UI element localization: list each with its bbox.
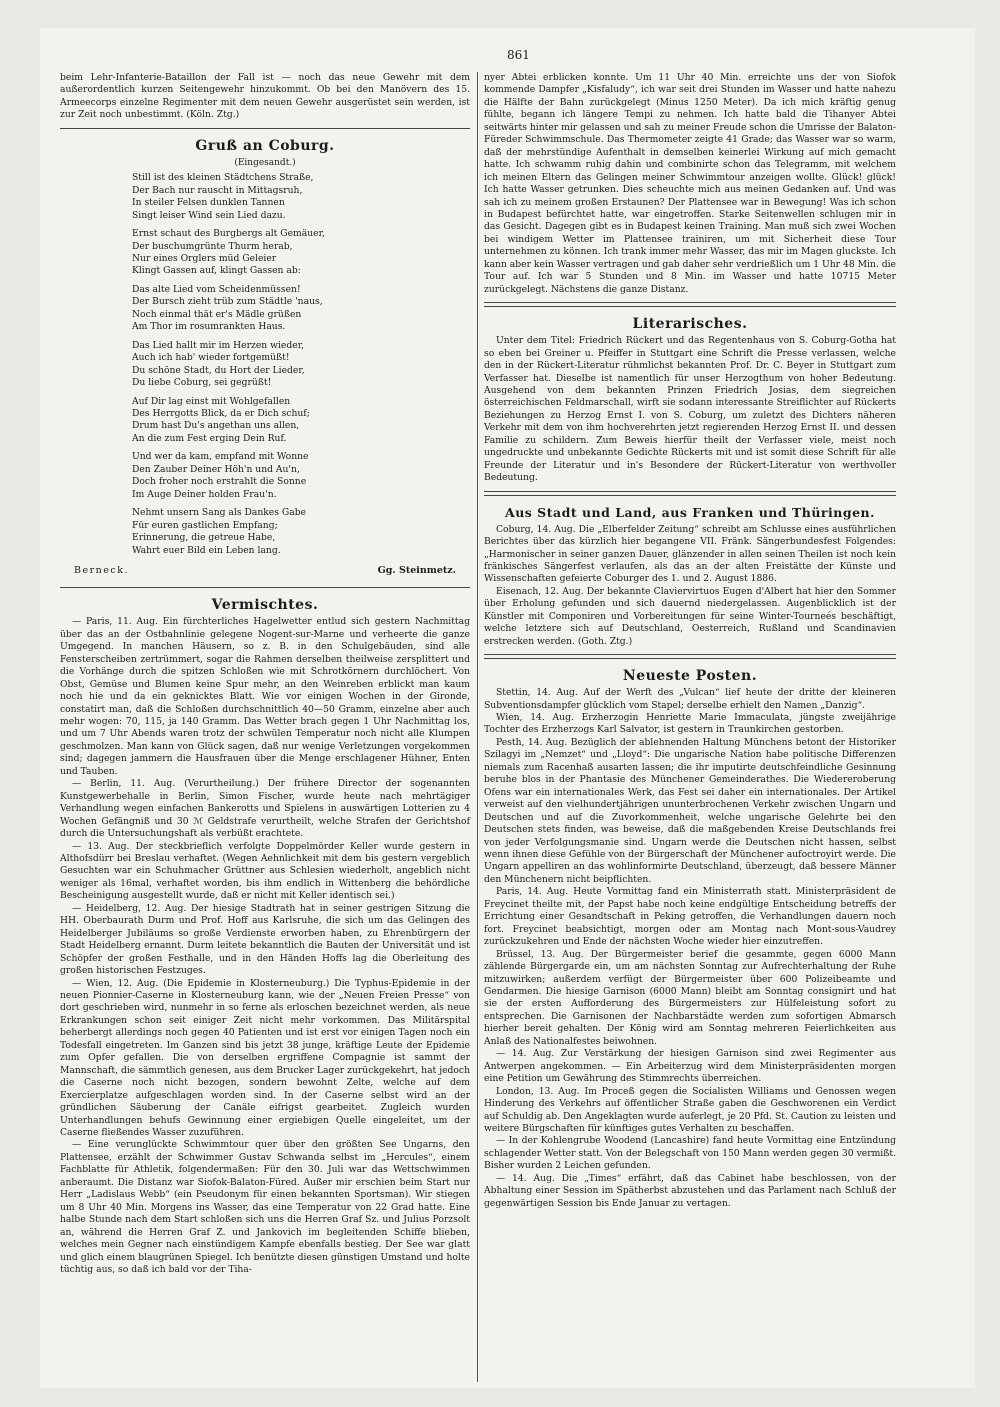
poem-line: Auch ich hab' wieder fortgemüßt! — [132, 352, 290, 364]
poem-line: Nur eines Orglers müd Geleier — [132, 252, 277, 264]
article: — 14. Aug. Zur Verstärkung der hiesigen Garnison sind zwei Regimenter aus Antwerpen angekommen. — Ein Arbeiterzug wird dem Ministerpräsidenten morgen eine Petition um Gewährung des Stimmrechts überreichen. — [484, 1048, 896, 1085]
section-title-literature: Literarisches. — [632, 316, 748, 333]
poem-line: Nehmt unsern Sang als Dankes Gabe — [132, 507, 307, 519]
article: Stettin, 14. Aug. Auf der Werft des „Vulcan“ lief heute der dritte der kleineren Subventionsdampfer glücklich vom Stapel; derselbe erhielt den Namen „Danzig“. — [484, 687, 896, 711]
poem-line: Des Herrgotts Blick, da er Dich schuf; — [132, 407, 310, 419]
poem-line: Das Lied hallt mir im Herzen wieder, — [132, 339, 304, 351]
divider — [484, 302, 896, 307]
newspaper-page — [40, 28, 975, 1388]
article: Eisenach, 12. Aug. Der bekannte Claviervirtuos Eugen d'Albert hat hier den Sommer über Erholung gefunden und sich dauernd niedergelassen. Augenblicklich ist der Künstler mit Componiren und Vorbereitungen für seine Winter-Tourneés beschäftigt, welche letztere sich auf Deutschland, Oesterreich, Rußland und Scandinavien erstrecken werden. (Goth. Ztg.) — [484, 585, 896, 647]
article: — 14. Aug. Die „Times“ erfährt, daß das Cabinet habe beschlossen, von der Abhaltung einer Session im Spätherbst abzustehen und das Parlament nach Schluß der gegenwärtigen Session bis Ende Januar zu vertagen. — [484, 1172, 896, 1209]
poem — [60, 172, 470, 557]
signature-name: Gg. Steinmetz. — [377, 564, 456, 576]
article: — Berlin, 11. Aug. (Verurtheilung.) Der frühere Director der sogenannten Kunstgewerbehalle in Berlin, Simon Fischer, wurde heute nach mehrtägiger Verhandlung wegen einfachen Bankerotts und Spielens in auswärtigen Lotterien zu 4 Wochen Gefängniß und 30 ℳ Geldstrafe verurtheilt, welche Strafen der Gerichtshof durch die Untersuchungshaft als verbüßt erachtete. — [60, 778, 470, 840]
poem-line: Noch einmal thät er's Mädle grüßen — [132, 308, 302, 320]
poem-line: Auf Dir lag einst mit Wohlgefallen — [132, 395, 291, 407]
poem-line: In steiler Felsen dunklen Tannen — [132, 197, 285, 209]
poem-line: Der Bursch zieht trüb zum Städtle 'naus, — [132, 296, 323, 308]
article: Wien, 14. Aug. Erzherzogin Henriette Marie Immaculata, jüngste zweijährige Tochter des Erzherzogs Karl Salvator, ist gestern in Traunkirchen gestorben. — [484, 712, 896, 736]
article-continuation: nyer Abtei erblicken konnte. Um 11 Uhr 40 Min. erreichte uns der von Siofok kommende Dampfer „Kisfaludy“, ich war seit drei Stunden im Wasser und hatte nahezu die Hälfte der Bahn zurückgelegt (Minus 1250 Meter). Da ich mich kräftig genug fühlte, begann ich längere Tempi zu nehmen. Ich hatte bald die Tihanyer Abtei seitwärts hinter mir gelassen und sah zu meiner Freude schon die Umrisse der Balaton-Füreder Schwimmschule. Das Thermometer zeigte 41 Grade; das Wasser war so warm, daß der mehrstündige Aufenthalt in demselben keinerlei Wirkung auf mich gemacht hatte. Ich schwamm ruhig dahin und combinirte schon das Telegramm, mit welchem ich meinen Eltern das Gelingen meiner Schwimmtour anzeigen wollte. Glück! glück! Ich hatte Wasser getrunken. Dies scheuchte mich aus meinen Gedanken auf. Und was sah ich zu meinem großen Erstaunen? Der Plattensee war in Bewegung! Was ich schon in Budapest befürchtet hatte, war eingetroffen. Starke Seitenwellen schlugen mir in das Gesicht. Dagegen gibt es in Budapest keinen Training. Man muß sich zwei Wochen bei windigem Wetter im Plattensee trainiren, um mit Sicherheit diese Tour unternehmen zu können. Ich trank immer mehr Wasser, das mir im Magen gluckste. Ich kann aber kein Wasser vertragen und gab daher sehr verdrießlich um 1 Uhr 48 Min. die Tour auf. Ich war 5 Stunden und 8 Min. im Wasser und hatte 10715 Meter zurückgelegt. Nächstens die ganze Distanz. — [484, 72, 896, 295]
poem-line: Drum hast Du's angethan uns allen, — [132, 420, 300, 432]
poem-line: Du schöne Stadt, du Hort der Lieder, — [132, 364, 305, 376]
poem-line: An die zum Fest erging Dein Ruf. — [132, 432, 287, 444]
poem-stanza — [132, 507, 470, 557]
section-title-local: Aus Stadt und Land, aus Franken und Thüringen. — [505, 504, 875, 520]
article: London, 13. Aug. Im Proceß gegen die Socialisten Williams und Genossen wegen Hinderung des Verkehrs auf öffentlicher Straße gaben die Geschworenen ein Verdict auf Schuldig ab. Den Angeklagten wurde auferlegt, je 20 Pfd. St. Caution zu leisten und weitere Bürgschaften für künftiges gutes Verhalten zu beschaffen. — [484, 1085, 896, 1134]
poem-line: Doch froher noch erstrahlt die Sonne — [132, 476, 307, 488]
poem-stanza — [132, 396, 470, 446]
article: — 13. Aug. Der steckbrieflich verfolgte Doppelmörder Keller wurde gestern in Althofsdürr bei Breslau verhaftet. (Wegen Aehnlichkeit mit dem bis gestern vergeblich Gesuchten war ein Schuhmacher Grüttner aus Schlesien wiederholt, angeblich nicht weniger als 16mal, verhaftet worden, bis ihm endlich in Wittenberg die behördliche Bescheinigung ausgestellt wurde, daß er nicht mit Keller identisch sei.) — [60, 840, 470, 902]
poem-line: Klingt Gassen auf, klingt Gassen ab: — [132, 265, 301, 277]
signature-place: Berneck. — [74, 564, 129, 576]
poem-line: Für euren gastlichen Empfang; — [132, 519, 278, 531]
poem-stanza — [132, 284, 470, 334]
article: Brüssel, 13. Aug. Der Bürgermeister berief die gesammte, gegen 6000 Mann zählende Bürgergarde ein, um am nächsten Sonntag zur Aufrechterhaltung der Ruhe mitzuwirken; außerdem verfügt der Bürgermeister über 600 Polizeibeamte und Gendarmen. Die hiesige Garnison (6000 Mann) bleibt am Sonntag consignirt und hat sie der ersten Aufforderung des Bürgermeisters zur Hülfeleistung sofort zu entsprechen. Die Garnisonen der Nachbarstädte werden zum sofortigen Abmarsch hierher bereit gehalten. Der König wird am Sonntag mehreren Feierlichkeiten aus Anlaß des Nationalfestes beiwohnen. — [484, 948, 896, 1047]
section-title-news: Neueste Posten. — [622, 668, 758, 685]
article: — Eine verunglückte Schwimmtour quer über den größten See Ungarns, den Plattensee, erzählt der Schwimmer Gustav Schwanda selbst im „Hercules“, einem Fachblatte für Athletik, folgendermaßen: Für den 30. Juli war das Wettschwimmen anberaumt. Die Distanz war Siofok-Balaton-Füred. Außer mir erschien beim Start nur Herr „Ladislaus Webb“ (ein Pseudonym für einen bekannten Sportsman). Wir stiegen um 8 Uhr 40 Min. Morgens ins Wasser, das eine Temperatur von 22 Grad hatte. Eine halbe Stunde nach dem Start schloßen sich uns die Herren Graf Sz. und Julius Porzsolt an, während die Herren Graf Z. und Jankovich im begleitenden Schiffe blieben, welches mein Gegner nach einstündigem Kampfe ebenfalls bestieg. Der See war glatt und glich einem blaugrünen Spiegel. Ich benützte diesen günstigen Umstand und holte tüchtig aus, so daß ich bald vor der Tiha- — [60, 1139, 470, 1275]
section-title-misc: Vermischtes. — [211, 597, 319, 614]
poem-line: Du liebe Coburg, sei gegrüßt! — [132, 377, 272, 389]
divider — [60, 128, 470, 129]
poem-line: Der Bach nur rauscht in Mittagsruh, — [132, 184, 303, 196]
poem-line: Im Auge Deiner holden Frau'n. — [132, 488, 277, 500]
poem-line: Den Zauber Deiner Höh'n und Au'n, — [132, 463, 300, 475]
article-continuation: beim Lehr-Infanterie-Bataillon der Fall ist — noch das neue Gewehr mit dem außerordentlich kurzen Seitengewehr hinzukommt. Ob bei den Manövern des 15. Armeecorps einzelne Regimenter mit dem neuen Gewehr ausgerüstet sein werden, ist zur Zeit noch unbestimmt. (Köln. Ztg.) — [60, 72, 470, 121]
poem-line: Das alte Lied vom Scheidenmüssen! — [132, 283, 301, 295]
article: Paris, 14. Aug. Heute Vormittag fand ein Ministerrath statt. Ministerpräsident de Freycinet theilte mit, der Papst habe noch keine endgültige Entscheidung betreffs der Errichtung einer Gesandtschaft in Peking getroffen, die Verhandlungen dauern noch fort. Freycinet beabsichtigt, morgen oder am Montag nach Mont-sous-Vaudrey zurückzukehren und Ende der nächsten Woche wieder hier einzutreffen. — [484, 886, 896, 948]
article: Pesth, 14. Aug. Bezüglich der ablehnenden Haltung Münchens betont der Historiker Szilagyi im „Nemzet“ und „Lloyd“: Die ungarische Nation habe politische Differenzen niemals zum Racenhaß ausarten lassen; die ihr imputirte deutschfeindliche Gesinnung beruhe blos in der Phantasie des Münchener Gemeinderathes. Die Wiedereroberung Ofens war ein internationales Werk, das Fest sei daher ein internationales. Der Artikel verweist auf den vielhundertjährigen ununterbrochenen Verkehr zwischen Ungarn und Deutschen und auf die Zuvorkommenheit, welche ungarische Gelehrte bei den Deutschen stets finden, was beweise, daß die maßgebenden Kreise Deutschlands frei von jeder Verfolgungsmanie sind. Ungarn werde die Deutschen nicht hassen, selbst wenn ihnen diese Gefühle von der Bürgerschaft der Münchener aufoctroyirt werde. Die Ungarn appelliren an das wohlinformirte Deutschland, überzeugt, daß bessere Männer den Münchenern nicht beipflichten. — [484, 736, 896, 885]
poem-line: Am Thor im rosumrankten Haus. — [132, 321, 286, 333]
page-number: 861 — [507, 48, 530, 62]
divider — [484, 654, 896, 659]
poem-subtitle: (Eingesandt.) — [234, 157, 296, 168]
article: Coburg, 14. Aug. Die „Elberfelder Zeitung“ schreibt am Schlusse eines ausführlichen Berichtes über das kürzlich hier begangene VII. Fränk. Sängerbundesfest Folgendes: „Harmonischer in seiner ganzen Dauer, glänzender in allen seinen Theilen ist noch kein fränkisches Sängerfest verlaufen, als das an der alten Freistätte der Künste und Wissenschaften gefeierte Coburger des 1. und 2. August 1886. — [484, 523, 896, 585]
poem-line: Ernst schaut des Burgbergs alt Gemäuer, — [132, 228, 325, 240]
poem-line: Und wer da kam, empfand mit Wonne — [132, 451, 309, 463]
poem-stanza — [132, 172, 470, 222]
poem-line: Singt leiser Wind sein Lied dazu. — [132, 209, 286, 221]
column-rule — [477, 72, 478, 1382]
divider — [484, 491, 896, 496]
poem-signature — [60, 563, 470, 581]
article: — Heidelberg, 12. Aug. Der hiesige Stadtrath hat in seiner gestrigen Sitzung die HH. Oberbaurath Durm und Prof. Hoff aus Karlsruhe, die sich um das Gelingen des Heidelberger Jubiläums so große Verdienste erworben haben, zu Ehrenbürgern der Stadt Heidelberg ernannt. Durm leitete bekanntlich die Bauten der Universität und ist Schöpfer der großen Festhalle, und in den Händen Hoffs lag die Oberleitung des großen historischen Festzuges. — [60, 902, 470, 977]
divider — [60, 587, 470, 588]
poem-line: Der buschumgrünte Thurm herab, — [132, 240, 293, 252]
article: Unter dem Titel: Friedrich Rückert und das Regentenhaus von S. Coburg-Gotha hat so eben bei Greiner u. Pfeiffer in Stuttgart eine Schrift die Presse verlassen, welche den in der Rückert-Literatur rühmlichst bekannten Prof. Dr. C. Beyer in Stuttgart zum Verfasser hat. Dieselbe ist namentlich für unser Herzogthum von hoher Bedeutung. Ausgehend von dem bekannten Prinzen Friedrich Josias, dem siegreichen österreichischen Feldmarschall, wirft sie sodann interessante Streiflichter auf Rückerts Beziehungen zu Herzog Ernst I. von S. Coburg, um zuletzt des Dichters näheren Verkehr mit dem von ihm hochverehrten jetzt regierenden Herzog Ernst II. und dessen Familie zu schildern. Zum Beweis hierfür theilt der Verfasser viele, meist noch ungedruckte und unbekannte Gedichte Rückerts mit und ist somit diese Schrift für alle Freunde der Literatur und in's Besondere der Rückert-Literatur von werthvoller Bedeutung. — [484, 335, 896, 484]
poem-line: Erinnerung, die getreue Habe, — [132, 532, 276, 544]
poem-stanza — [132, 340, 470, 390]
poem-line: Wahrt euer Bild ein Leben lang. — [132, 544, 281, 556]
article: — Paris, 11. Aug. Ein fürchterliches Hagelwetter entlud sich gestern Nachmittag über das an der Ostbahnlinie gelegene Nogent-sur-Marne und verheerte die ganze Umgegend. In manchen Häusern, so z. B. in den Schulgebäuden, sind alle Fensterscheiben zertrümmert, sogar die Rahmen derselben theilweise zersplittert und die Vorhänge durch die spitzen Schloßen wie mit Schrotkörnern durchlöchert. Von Obst, Gemüse und Blumen keine Spur mehr, an den Weinreben erblickt man kaum noch hie und da ein geknicktes Blatt. Wie vor einigen Wochen in der Gironde, constatirt man, daß die Schloßen durchschnittlich 40—50 Gramm, einzelne aber auch mehr wogen: 70, 115, ja 140 Gramm. Das Wetter brach gegen 1 Uhr Nachmittag los, und um 7 Uhr Abends waren trotz der schwülen Temperatur noch nicht alle Klumpen geschmolzen. Man kann von Glück sagen, daß nur wenige Verletzungen vorgekommen sind; dagegen jammern die Hausfrauen über die Menge erschlagener Hühner, Enten und Tauben. — [60, 616, 470, 777]
right-column — [484, 72, 896, 1210]
left-column — [60, 72, 470, 1276]
article: — Wien, 12. Aug. (Die Epidemie in Klosterneuburg.) Die Typhus-Epidemie in der neuen Pionnier-Caserne in Klosterneuburg kann, wie der „Neuen Freien Presse“ von dort geschrieben wird, nunmehr in so ferne als erloschen bezeichnet werden, als neue Erkrankungen schon seit einiger Zeit nicht mehr vorkommen. Das Militärspital beherbergt allerdings noch gegen 40 Patienten und ist erst vor einigen Tagen noch ein Todesfall eingetreten. Im Ganzen sind bis jetzt 38 junge, kräftige Leute der Epidemie zum Opfer gefallen. Die von derselben ergriffene Compagnie ist sammt der Mannschaft, die sämmtlich genesen, aus dem Brucker Lager zurückgekehrt, hat jedoch die Caserne noch nicht bezogen, sondern bewohnt Zelte, welche auf dem Exercierplatze aufgeschlagen worden sind. In der Caserne selbst wird an der gründlichen Säuberung der Canäle eifrigst gearbeitet. Zugleich wurden Unterhandlungen behufs Gewinnung einer ergiebigen Quelle eingeleitet, um der Caserne fließendes Wasser zuzuführen. — [60, 977, 470, 1138]
poem-stanza — [132, 451, 470, 501]
poem-stanza — [132, 228, 470, 278]
article: — In der Kohlengrube Woodend (Lancashire) fand heute Vormittag eine Entzündung schlagender Wetter statt. Von der Belegschaft von 150 Mann werden gegen 30 vermißt. Bisher wurden 2 Leichen gefunden. — [484, 1135, 896, 1172]
poem-title: Gruß an Coburg. — [195, 137, 335, 154]
poem-line: Still ist des kleinen Städtchens Straße, — [132, 172, 314, 184]
